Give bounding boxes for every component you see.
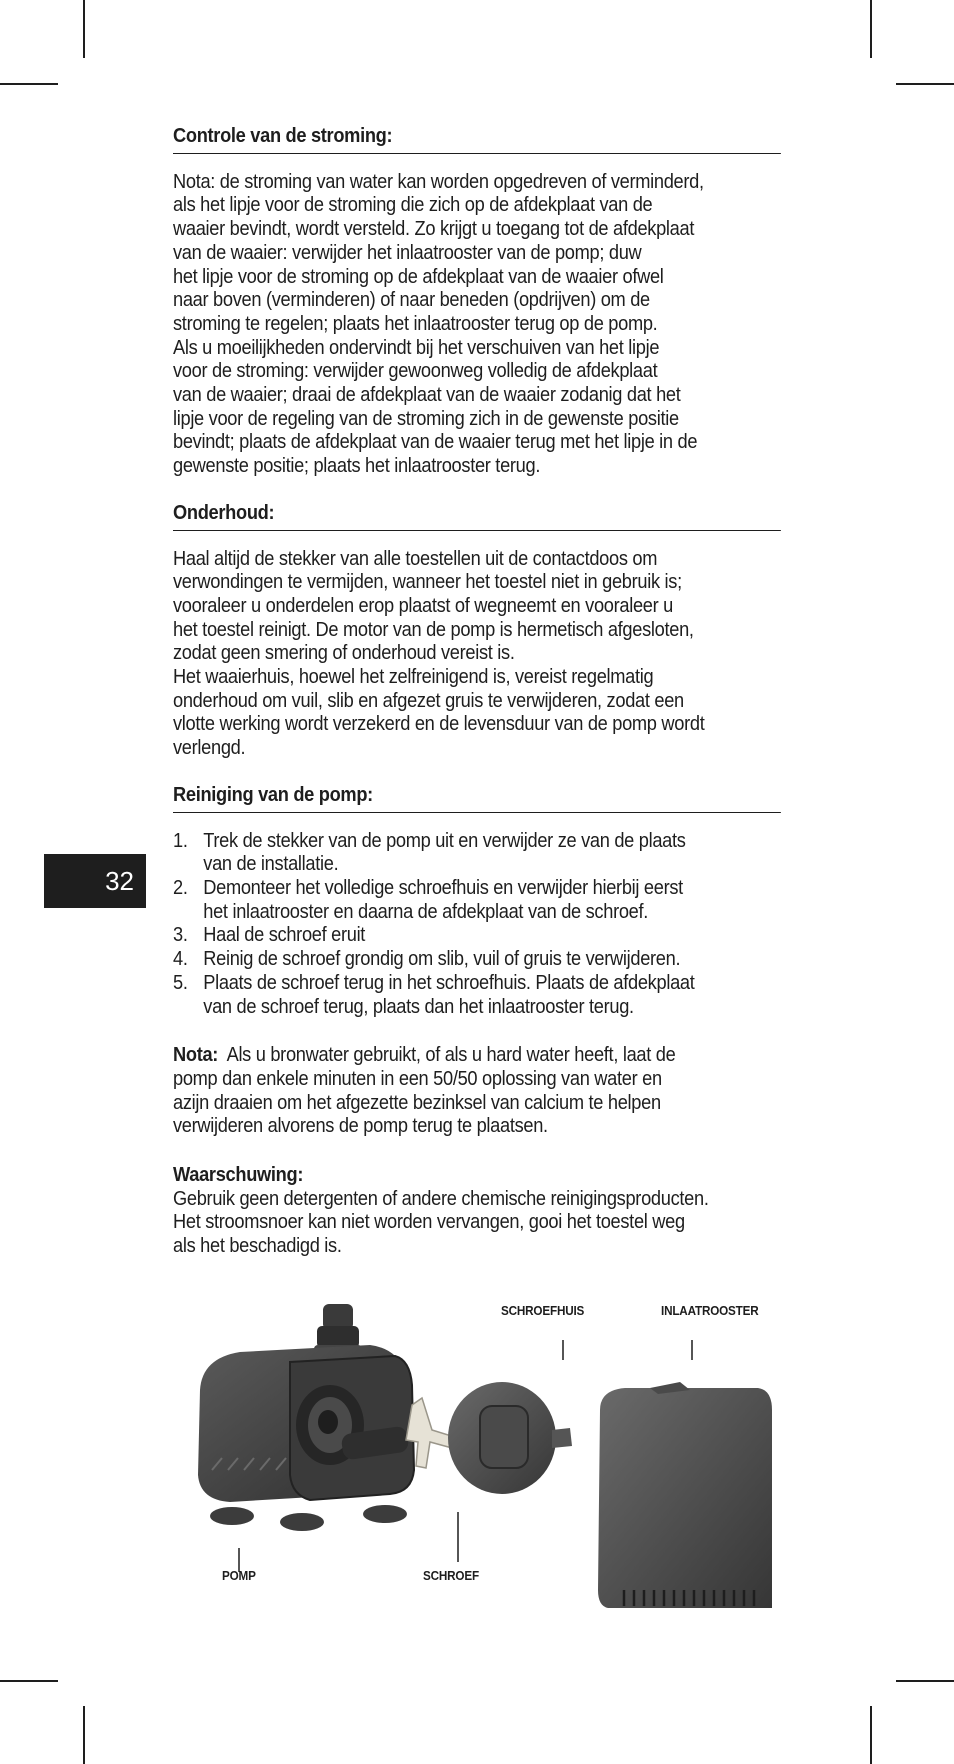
label-schroef: SCHROEF <box>423 1568 479 1583</box>
section-pump-cleaning <box>173 783 781 1018</box>
step-number: 4. <box>173 947 188 971</box>
section-heading: Onderhoud: <box>173 501 781 531</box>
note-label: Nota: <box>173 1043 219 1067</box>
list-item <box>173 947 781 971</box>
text-line: van de waaier: verwijder het inlaatrooster van de pomp; duw <box>173 240 642 264</box>
text-line: Haal altijd de stekker van alle toestellen uit de contactdoos om <box>173 546 658 570</box>
paragraph <box>173 170 781 478</box>
text-line: onderhoud om vuil, slib en afgezet gruis te verwijderen, zodat een <box>173 688 684 712</box>
text-line: als het lipje voor de stroming die zich op de afdekplaat van de <box>173 193 653 217</box>
section-maintenance <box>173 501 781 760</box>
section-heading: Reiniging van de pomp: <box>173 783 781 813</box>
text-line: Plaats de schroef terug in het schroefhuis. Plaats de afdekplaat <box>203 970 695 994</box>
label-inlaatrooster: INLAATROOSTER <box>661 1303 759 1318</box>
text-line: azijn draaien om het afgezette bezinksel van calcium te helpen <box>173 1090 661 1114</box>
text-line: als het beschadigd is. <box>173 1234 342 1258</box>
text-line: stroming te regelen; plaats het inlaatrooster terug op de pomp. <box>173 311 658 335</box>
text-line: lipje voor de regeling van de stroming zich in de gewenste positie <box>173 406 679 430</box>
text-line: verwijderen alvorens de pomp terug te plaatsen. <box>173 1114 548 1138</box>
crop-mark <box>0 83 58 85</box>
text-line: Als u moeilijkheden ondervindt bij het verschuiven van het lipje <box>173 335 660 359</box>
crop-mark <box>870 1706 872 1764</box>
step-number: 3. <box>173 923 188 947</box>
step-number: 5. <box>173 970 188 994</box>
crop-mark <box>896 1680 954 1682</box>
list-item <box>173 829 781 876</box>
impeller-housing-icon <box>448 1382 572 1494</box>
section-note <box>173 1043 781 1138</box>
text-line: Gebruik geen detergenten of andere chemische reinigingsproducten. <box>173 1186 709 1210</box>
text-line: Haal de schroef eruit <box>203 923 366 947</box>
document-body <box>173 124 781 1281</box>
page-number-tab <box>44 854 146 908</box>
text-line: Nota: de stroming van water kan worden opgedreven of verminderd, <box>173 169 704 193</box>
section-heading: Controle van de stroming: <box>173 124 781 154</box>
text-line: waaier bevindt, wordt versteld. Zo krijgt u toegang tot de afdekplaat <box>173 217 695 241</box>
crop-mark <box>0 1680 58 1682</box>
section-warning <box>173 1163 781 1258</box>
text-line: van de installatie. <box>203 852 339 876</box>
paragraph <box>173 1043 781 1138</box>
text-line: verwondingen te vermijden, wanneer het toestel niet in gebruik is; <box>173 570 682 594</box>
text-line: vlotte werking wordt verzekerd en de levensduur van de pomp wordt <box>173 712 705 736</box>
text-line: het lipje voor de stroming op de afdekplaat van de waaier ofwel <box>173 264 664 288</box>
list-item <box>173 923 781 947</box>
crop-mark <box>896 83 954 85</box>
text-line: het toestel reinigt. De motor van de pomp is hermetisch afgesloten, <box>173 617 694 641</box>
crop-mark <box>870 0 872 58</box>
text-line: vooraleer u onderdelen erop plaatst of wegneemt en vooraleer u <box>173 593 673 617</box>
pump-icon <box>198 1304 414 1531</box>
paragraph <box>173 1187 781 1258</box>
crop-mark <box>83 0 85 58</box>
text-line: van de schroef terug, plaats dan het inlaatrooster terug. <box>203 994 634 1018</box>
text-line: pomp dan enkele minuten in een 50/50 oplossing van water en <box>173 1066 662 1090</box>
text-line: van de waaier; draai de afdekplaat van de waaier zodanig dat het <box>173 383 681 407</box>
text-line: verlengd. <box>173 736 246 760</box>
text-line: Het stroomsnoer kan niet worden vervangen, gooi het toestel weg <box>173 1210 685 1234</box>
text-line: Trek de stekker van de pomp uit en verwijder ze van de plaats <box>203 828 686 852</box>
step-number: 2. <box>173 875 188 899</box>
intake-grille-icon <box>598 1382 772 1608</box>
section-flow-control <box>173 124 781 478</box>
cleaning-steps-list <box>173 829 781 1019</box>
crop-mark <box>83 1706 85 1764</box>
text-line: Het waaierhuis, hoewel het zelfreinigend is, vereist regelmatig <box>173 665 654 689</box>
text-line: naar boven (verminderen) of naar beneden (opdrijven) om de <box>173 288 650 312</box>
text-line: Demonteer het volledige schroefhuis en verwijder hierbij eerst <box>203 875 683 899</box>
list-item <box>173 876 781 923</box>
warning-heading: Waarschuwing: <box>173 1163 304 1187</box>
pump-parts-illustration <box>180 1290 780 1630</box>
text-line: Reinig de schroef grondig om slib, vuil of gruis te verwijderen. <box>203 947 681 971</box>
text-line: het inlaatrooster en daarna de afdekplaat van de schroef. <box>203 899 649 923</box>
list-item <box>173 971 781 1018</box>
paragraph <box>173 547 781 760</box>
text-line: gewenste positie; plaats het inlaatrooster terug. <box>173 454 541 478</box>
label-schroefhuis: SCHROEFHUIS <box>501 1303 585 1318</box>
text-line: bevindt; plaats de afdekplaat van de waaier terug met het lipje in de <box>173 430 698 454</box>
text-line: voor de stroming: verwijder gewoonweg volledig de afdekplaat <box>173 359 658 383</box>
page-number: 32 <box>105 865 134 896</box>
step-number: 1. <box>173 828 188 852</box>
text-line: zodat geen smering of onderhoud vereist is. <box>173 641 515 665</box>
pump-parts-drawing <box>180 1290 780 1630</box>
label-pomp: POMP <box>222 1568 256 1583</box>
text-line: Als u bronwater gebruikt, of als u hard water heeft, laat de <box>226 1043 676 1067</box>
